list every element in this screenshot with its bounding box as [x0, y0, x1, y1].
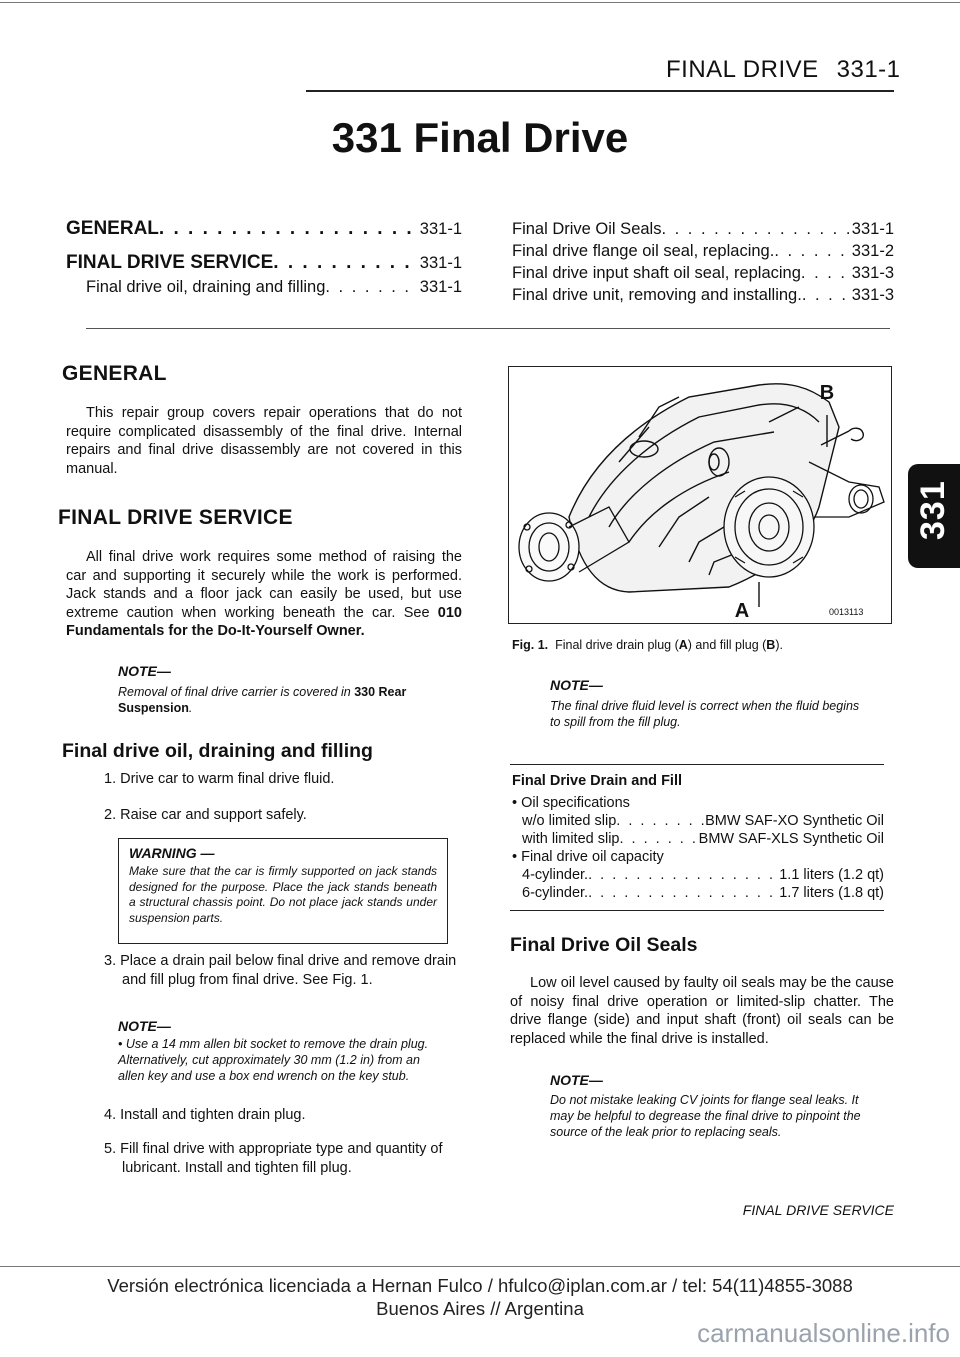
toc-label: Final Drive Oil Seals	[512, 220, 662, 238]
running-header	[666, 56, 901, 84]
toc-page: 331-2	[851, 242, 894, 260]
spec-row-value: BMW SAF-XLS Synthetic Oil	[698, 831, 884, 847]
spec-row	[512, 830, 884, 848]
toc-label: FINAL DRIVE SERVICE	[66, 252, 274, 273]
toc-page: 331-1	[419, 278, 462, 296]
spec-rule-bottom	[510, 910, 884, 911]
spec-row	[512, 884, 884, 902]
step-5: 5. Fill final drive with appropriate type and quantity of lubricant. Install and tighten fill plug.	[104, 1141, 443, 1176]
toc-label: Final drive unit, removing and installing.	[512, 286, 802, 304]
page-bottom-border	[0, 1266, 960, 1267]
spec-row-label: 6-cylinder.	[522, 885, 589, 901]
note1-title: NOTE—	[118, 663, 171, 679]
oil-heading: Final drive oil, draining and filling	[62, 740, 373, 762]
note1-text-end: .	[188, 701, 193, 715]
toc-rule	[86, 328, 890, 329]
note4-title: NOTE—	[550, 1072, 603, 1088]
toc-page: 331-1	[851, 220, 894, 238]
spec-row	[512, 866, 884, 884]
seals-text: Low oil level caused by faulty oil seals may be the cause of noisy final drive operation or limited-slip chatter. The drive flange (side) and input shaft (front) oil seals can be replaced while the final drive is installed.	[510, 975, 894, 1047]
watermark: carmanualsonline.info	[697, 1318, 950, 1348]
toc-entry[interactable]	[66, 218, 462, 240]
spec-table-title: Final Drive Drain and Fill	[512, 773, 683, 789]
spec-row-value: BMW SAF-XO Synthetic Oil	[705, 813, 884, 829]
toc-left	[66, 218, 462, 298]
toc-page: 331-1	[419, 254, 462, 272]
spec-row-label: 4-cylinder.	[522, 867, 589, 883]
figure-caption-text-2: ) and fill plug (	[687, 638, 767, 652]
chapter-side-tab	[908, 464, 960, 568]
service-text	[66, 548, 462, 641]
chapter-title: 331 Final Drive	[331, 114, 629, 161]
figure-caption-label: Fig. 1.	[512, 638, 549, 652]
spec-row	[512, 812, 884, 830]
footer-section-label: FINAL DRIVE SERVICE	[742, 1202, 894, 1218]
note2-title: NOTE—	[118, 1018, 171, 1034]
note3-title: NOTE—	[550, 677, 603, 693]
oil-spec-label: • Oil specifications	[512, 795, 630, 811]
service-text-start: All final drive work requires some method of raising the car and supporting it securely while the work is performed. Jack stands and a floor jack can easily be used, but use extreme caution when working beneath the car. See	[66, 549, 462, 621]
page-top-border	[0, 2, 960, 3]
figure-caption-text-3: ).	[775, 638, 783, 652]
spec-row-value: 1.1 liters (1.2 qt)	[779, 867, 884, 883]
spec-rule-top	[510, 764, 884, 765]
note4-text: Do not mistake leaking CV joints for flange seal leaks. It may be helpful to degrease the final drive to pinpoint the source of the leak prior to replacing seals.	[550, 1093, 861, 1139]
header-rule	[306, 90, 894, 92]
figure-code: 0013113	[829, 607, 864, 617]
figure-label-b: B	[819, 382, 835, 404]
spec-table	[512, 772, 884, 902]
final-drive-illustration	[509, 367, 891, 623]
step-3: 3. Place a drain pail below final drive and remove drain and fill plug from final drive. See Fig. 1.	[104, 953, 457, 988]
toc-entry[interactable]	[512, 218, 894, 240]
warning-title: WARNING —	[129, 845, 215, 861]
toc-entry[interactable]	[512, 262, 894, 284]
spec-row-value: 1.7 liters (1.8 qt)	[779, 885, 884, 901]
service-text-ref[interactable]: 010 Fundamentals for the Do-It-Yourself Owner.	[66, 604, 462, 639]
toc-page: 331-3	[851, 264, 894, 282]
note1-ref[interactable]: 330 Rear Suspension	[118, 685, 407, 715]
note1-text-start: Removal of final drive carrier is covered in	[118, 685, 355, 699]
license-line-1: Versión electrónica licenciada a Hernan Fulco / hfulco@iplan.com.ar / tel: 54(11)4855-3088	[107, 1275, 853, 1296]
general-heading: GENERAL	[62, 362, 167, 385]
figure-label-a: A	[734, 600, 750, 622]
toc-label: GENERAL	[66, 218, 159, 239]
toc-label: Final drive input shaft oil seal, replacing	[512, 264, 801, 282]
chapter-side-tab-label: 331	[914, 480, 952, 540]
service-heading: FINAL DRIVE SERVICE	[58, 506, 293, 529]
toc-entry[interactable]	[512, 284, 894, 306]
running-header-title: FINAL DRIVE	[666, 56, 819, 83]
spec-row-label: w/o limited slip	[522, 813, 617, 829]
figure-caption-b: B	[766, 638, 776, 652]
spec-row-label: with limited slip	[522, 831, 620, 847]
capacity-label: • Final drive oil capacity	[512, 849, 664, 865]
warning-text: Make sure that the car is firmly supported on jack stands designed for the purpose. Place the jack stands beneath a structural chassis point. Do not place jack stands under suspension parts.	[129, 864, 437, 925]
running-header-number: 331-1	[836, 56, 901, 83]
toc-entry[interactable]	[66, 276, 462, 298]
toc-page: 331-3	[851, 286, 894, 304]
figure-caption	[512, 638, 783, 652]
note1-text	[118, 684, 463, 716]
toc-label: Final drive flange oil seal, replacing.	[512, 242, 775, 260]
step-4: 4. Install and tighten drain plug.	[104, 1107, 306, 1123]
warning-box	[118, 838, 448, 944]
step-1: 1. Drive car to warm final drive fluid.	[104, 771, 335, 787]
figure-caption-text-1: Final drive drain plug (	[555, 638, 679, 652]
note3-text: The final drive fluid level is correct when the fluid begins to spill from the fill plug.	[550, 699, 860, 729]
general-text: This repair group covers repair operations that do not require complicated disassembly of the final drive. Internal repairs and final drive disassembly are not covered in this manual.	[66, 405, 462, 477]
seals-heading: Final Drive Oil Seals	[510, 934, 698, 956]
toc-entry[interactable]	[66, 252, 462, 274]
toc-page: 331-1	[419, 220, 462, 238]
toc-label: Final drive oil, draining and filling	[86, 278, 326, 296]
figure-caption-a: A	[678, 638, 688, 652]
toc-entry[interactable]	[512, 240, 894, 262]
toc-right	[512, 218, 894, 306]
step-2: 2. Raise car and support safely.	[104, 807, 307, 823]
figure-frame	[508, 366, 892, 624]
note2-text: • Use a 14 mm allen bit socket to remove the drain plug. Alternatively, cut approximately 30 mm (1.2 in) from an allen key and use a box end wrench on the key stub.	[118, 1037, 429, 1083]
license-line-2: Buenos Aires // Argentina	[376, 1298, 584, 1319]
